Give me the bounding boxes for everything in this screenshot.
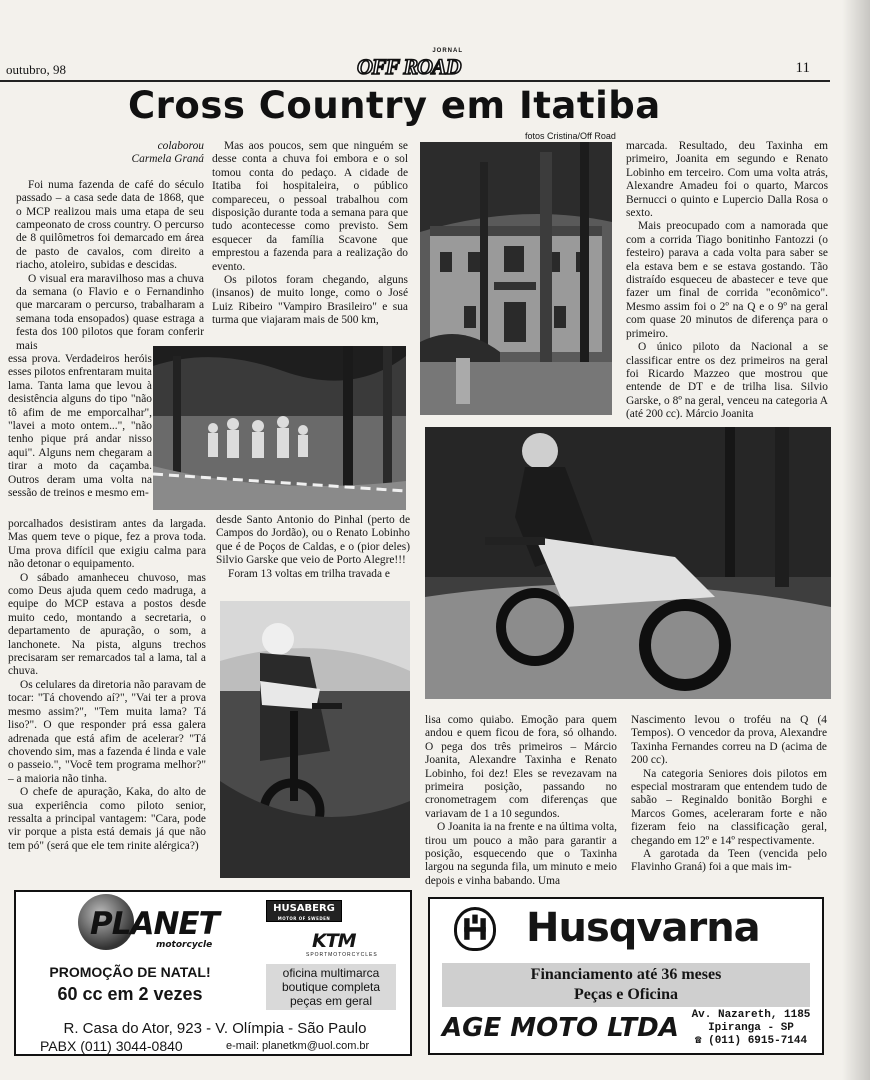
services-line: Peças e Oficina — [574, 986, 678, 1003]
paragraph: O visual era maravilhoso mas a chuva da semana (o Flavio e o Fernandinho que marcaram o percurso, trabalharam a semana toda ensopados) quase estraga a festa dos 100 pilotos que foram conferir mais — [16, 272, 204, 352]
service-item: boutique completa — [281, 980, 381, 994]
paragraph: essa prova. Verdadeiros heróis esses pilotos enfrentaram muita lama. Tanta lama que levou à desistência alguns do tipo "não tô afim de me emporcalhar", "lavei a moto ontem...", "não tenho pique prá andar nisso aqui". Alguns nem chegaram a tirar a moto da caçamba. Outros deram uma volta na sessão de treinos e mesmo em- — [8, 353, 152, 500]
planet-brand: PLANET — [90, 906, 219, 942]
paragraph: O único piloto da Nacional a se classificar entre os dez primeiros na geral foi Ricardo Mazzeo que mostrou que entende de DT e de trilha lisa. Silvio Garske, o 8º na geral, venceu na categoria A (até 200 cc). Márcio Joanita — [626, 341, 828, 421]
rider-small-image — [220, 601, 410, 878]
credit-author: Carmela Graná — [131, 153, 204, 166]
paragraph: porcalhados desistiram antes da largada. Mas quem teve o pique, fez a prova toda. Uma prova difícil que exigiu calma para não detonar o equipamento. — [8, 518, 206, 571]
paragraph: Os pilotos foram chegando, alguns (insanos) de muito longe, como o José Luiz Ribeiro "Vampiro Brasileiro" e sua turma que viajaram mais de 500 km, — [212, 274, 408, 327]
spectators-photo — [153, 346, 406, 510]
address-street: Av. Nazareth, 1185 — [691, 1009, 811, 1021]
planet-address: R. Casa do Ator, 923 - V. Olímpia - São Paulo — [63, 1020, 367, 1037]
dealer-phone: ☎ (011) 6915-7144 — [694, 1035, 808, 1047]
husqvarna-crown-icon — [454, 907, 496, 951]
credit-label: colaborou — [157, 140, 204, 152]
paragraph: marcada. Resultado, deu Taxinha em primeiro, Joanita em segundo e Renato Lobinho em terceiro. Com uma volta atrás, Alexandre Amadeu foi o quarto, Marcos Bernucci o quinto e Lupercio Dalla Rosa o sexto. — [626, 140, 828, 220]
farmhouse-image — [420, 142, 612, 415]
planet-email[interactable]: e-mail: planetkm@uol.com.br — [226, 1040, 370, 1052]
column-2-mid — [216, 514, 410, 581]
spectators-image — [153, 346, 406, 510]
paragraph: Mais preocupado com a namorada que com a corrida Tiago bonitinho Fantozzi (o festeiro) parava a cada volta para saber se ela estava bem e se estava gostando. Tão distraído esqueceu de abastecer e teve que fazer um final de corrida "econômico". Mesmo assim foi o 2º na Q e o 9º na geral com quase 20 minutos de diferença para o primeiro. — [626, 220, 828, 340]
service-item: peças em geral — [289, 994, 373, 1008]
column-1-bottom — [8, 518, 206, 853]
column-3-bottom — [425, 714, 617, 888]
column-2-top — [212, 140, 408, 328]
husqvarna-emblem — [457, 910, 493, 948]
dealer-address — [676, 1009, 826, 1048]
dealer-name: AGE MOTO LTDA — [442, 1013, 679, 1043]
paragraph: O Joanita ia na frente e na última volta, tirou um pouco a mão para garantir a posição, esquecendo que o Taxinha largou na segunda fila, um minuto e meio depois e vinha babando. Uma — [425, 821, 617, 887]
rider-photo-small — [220, 601, 410, 878]
logo-tag: JORNAL — [432, 48, 463, 54]
paragraph: Nascimento levou o troféu na Q (4 Tempos). O vencedor da prova, Alexandre Taxinha Fernandes correu na D (acima de 200 cc). — [631, 714, 827, 767]
paragraph: Foi numa fazenda de café do século passado – a casa sede data de 1868, que o MCP realizou mais uma etapa de seu campeonato de cross country. O percurso de 8 quilômetros foi demarcado em área de pasto de cavalos, com direito a riacho, atoleiro, subidas e descidas. — [16, 178, 204, 272]
financing-line: Financiamento até 36 meses — [530, 966, 722, 983]
planet-logo — [64, 892, 244, 954]
financing-band — [442, 963, 810, 1007]
column-1-narrow — [8, 353, 152, 500]
promo-offer: 60 cc em 2 vezes — [57, 984, 203, 1004]
header-rule — [0, 80, 830, 82]
paragraph: Mas aos poucos, sem que ninguém se desse conta a chuva foi embora e o sol tomou conta do pedaço. A cidade de Itatiba foi hospitaleira, o público compareceu, o pessoal trabalhou com disposição durante toda a semana para que tudo acontecesse como previsto. Sem esquecer da família Scavone que emprestou a fazenda para a realização do evento. — [212, 140, 408, 273]
husqvarna-ad[interactable] — [428, 897, 824, 1055]
paragraph: A garotada da Teen (vencida pelo Flavinho Graná) foi a que mais im- — [631, 848, 827, 874]
off-road-logo — [355, 48, 467, 80]
husaberg-name: HUSABERG — [273, 903, 335, 914]
paragraph: O sábado amanheceu chuvoso, mas como Deus ajuda quem cedo madruga, a equipe do MCP estava a postos desde muito cedo, montando a secretaria, o departamento de apuração, o som, a lanchonete. Na pista, alguns trechos precisaram ser remarcados tal a lama, tal a chuva. — [8, 571, 206, 678]
rider-large-image — [425, 427, 831, 699]
article-title: Cross Country em Itatiba — [128, 84, 661, 127]
husaberg-logo — [266, 900, 342, 922]
issue-date: outubro, 98 — [6, 62, 66, 77]
husqvarna-brand: Husqvarna — [526, 905, 760, 951]
column-1-top — [16, 140, 204, 353]
planet-subtitle: motorcycle — [156, 940, 213, 950]
paragraph: Foram 13 voltas em trilha travada e — [228, 567, 390, 580]
paragraph: desde Santo Antonio do Pinhal (perto de Campos do Jordão), ou o Renato Lobinho que é de Poços de Caldas, e o (pior deles) Silvio Garske que veio de Porto Alegre!!! — [216, 514, 410, 567]
planet-motorcycle-ad[interactable] — [14, 890, 412, 1056]
logo-name: OFF ROAD — [357, 54, 461, 79]
column-4-top — [626, 140, 828, 422]
ktm-logo: KTM — [312, 930, 356, 952]
paragraph: Na categoria Seniores dois pilotos em especial mostraram que entendem tudo de sabão – Reginaldo bonitão Borghi e Marcos Gomes, aceleraram forte e não fizeram feio na classificação geral, chegando em 12º e 14º respectivamente. — [631, 767, 827, 847]
page-number: 11 — [795, 60, 810, 76]
address-district: Ipiranga - SP — [708, 1022, 794, 1034]
rider-photo-large — [425, 427, 831, 699]
ktm-tagline: SPORTMOTORCYCLES — [306, 952, 378, 958]
services-box — [266, 964, 396, 1010]
paragraph: Os celulares da diretoria não paravam de tocar: "Tá chovendo aí?", "Vai ter a prova mesmo assim?", "Tem muita lama? Tá liso?". O que responder prá essa galera adrenada que está afim de acelerar? "Tá chovendo sim, mas a fazenda é linda e vale o passeio.", "Você tem programa melhor?" – a maioria não tinha. — [8, 678, 206, 785]
paragraph: O chefe de apuração, Kaka, do alto de sua experiência como piloto senior, ressalta a principal vantagem: "Cara, pode vir porque a pista está demais já que não tem pó" (será que ele tem rinite alérgica?) — [8, 786, 206, 852]
planet-phone: PABX (011) 3044-0840 — [40, 1038, 183, 1054]
photo-credit: fotos Cristina/Off Road — [525, 131, 616, 141]
farmhouse-photo — [420, 142, 612, 415]
promo-heading: PROMOÇÃO DE NATAL! — [49, 964, 211, 980]
husaberg-tagline: MOTOR OF SWEDEN — [277, 916, 331, 921]
paragraph: lisa como quiabo. Emoção para quem andou e quem ficou de fora, só olhando. O pega dos três primeiros – Márcio Joanita, Alexandre Taxinha e Renato Lobinho, foi dez! Eles se revezavam na primeira posição, passando no cronometragem com diferenças que variavam de 1 a 10 segundos. — [425, 714, 617, 820]
service-item: oficina multimarca — [282, 966, 380, 980]
column-4-bottom — [631, 714, 827, 875]
